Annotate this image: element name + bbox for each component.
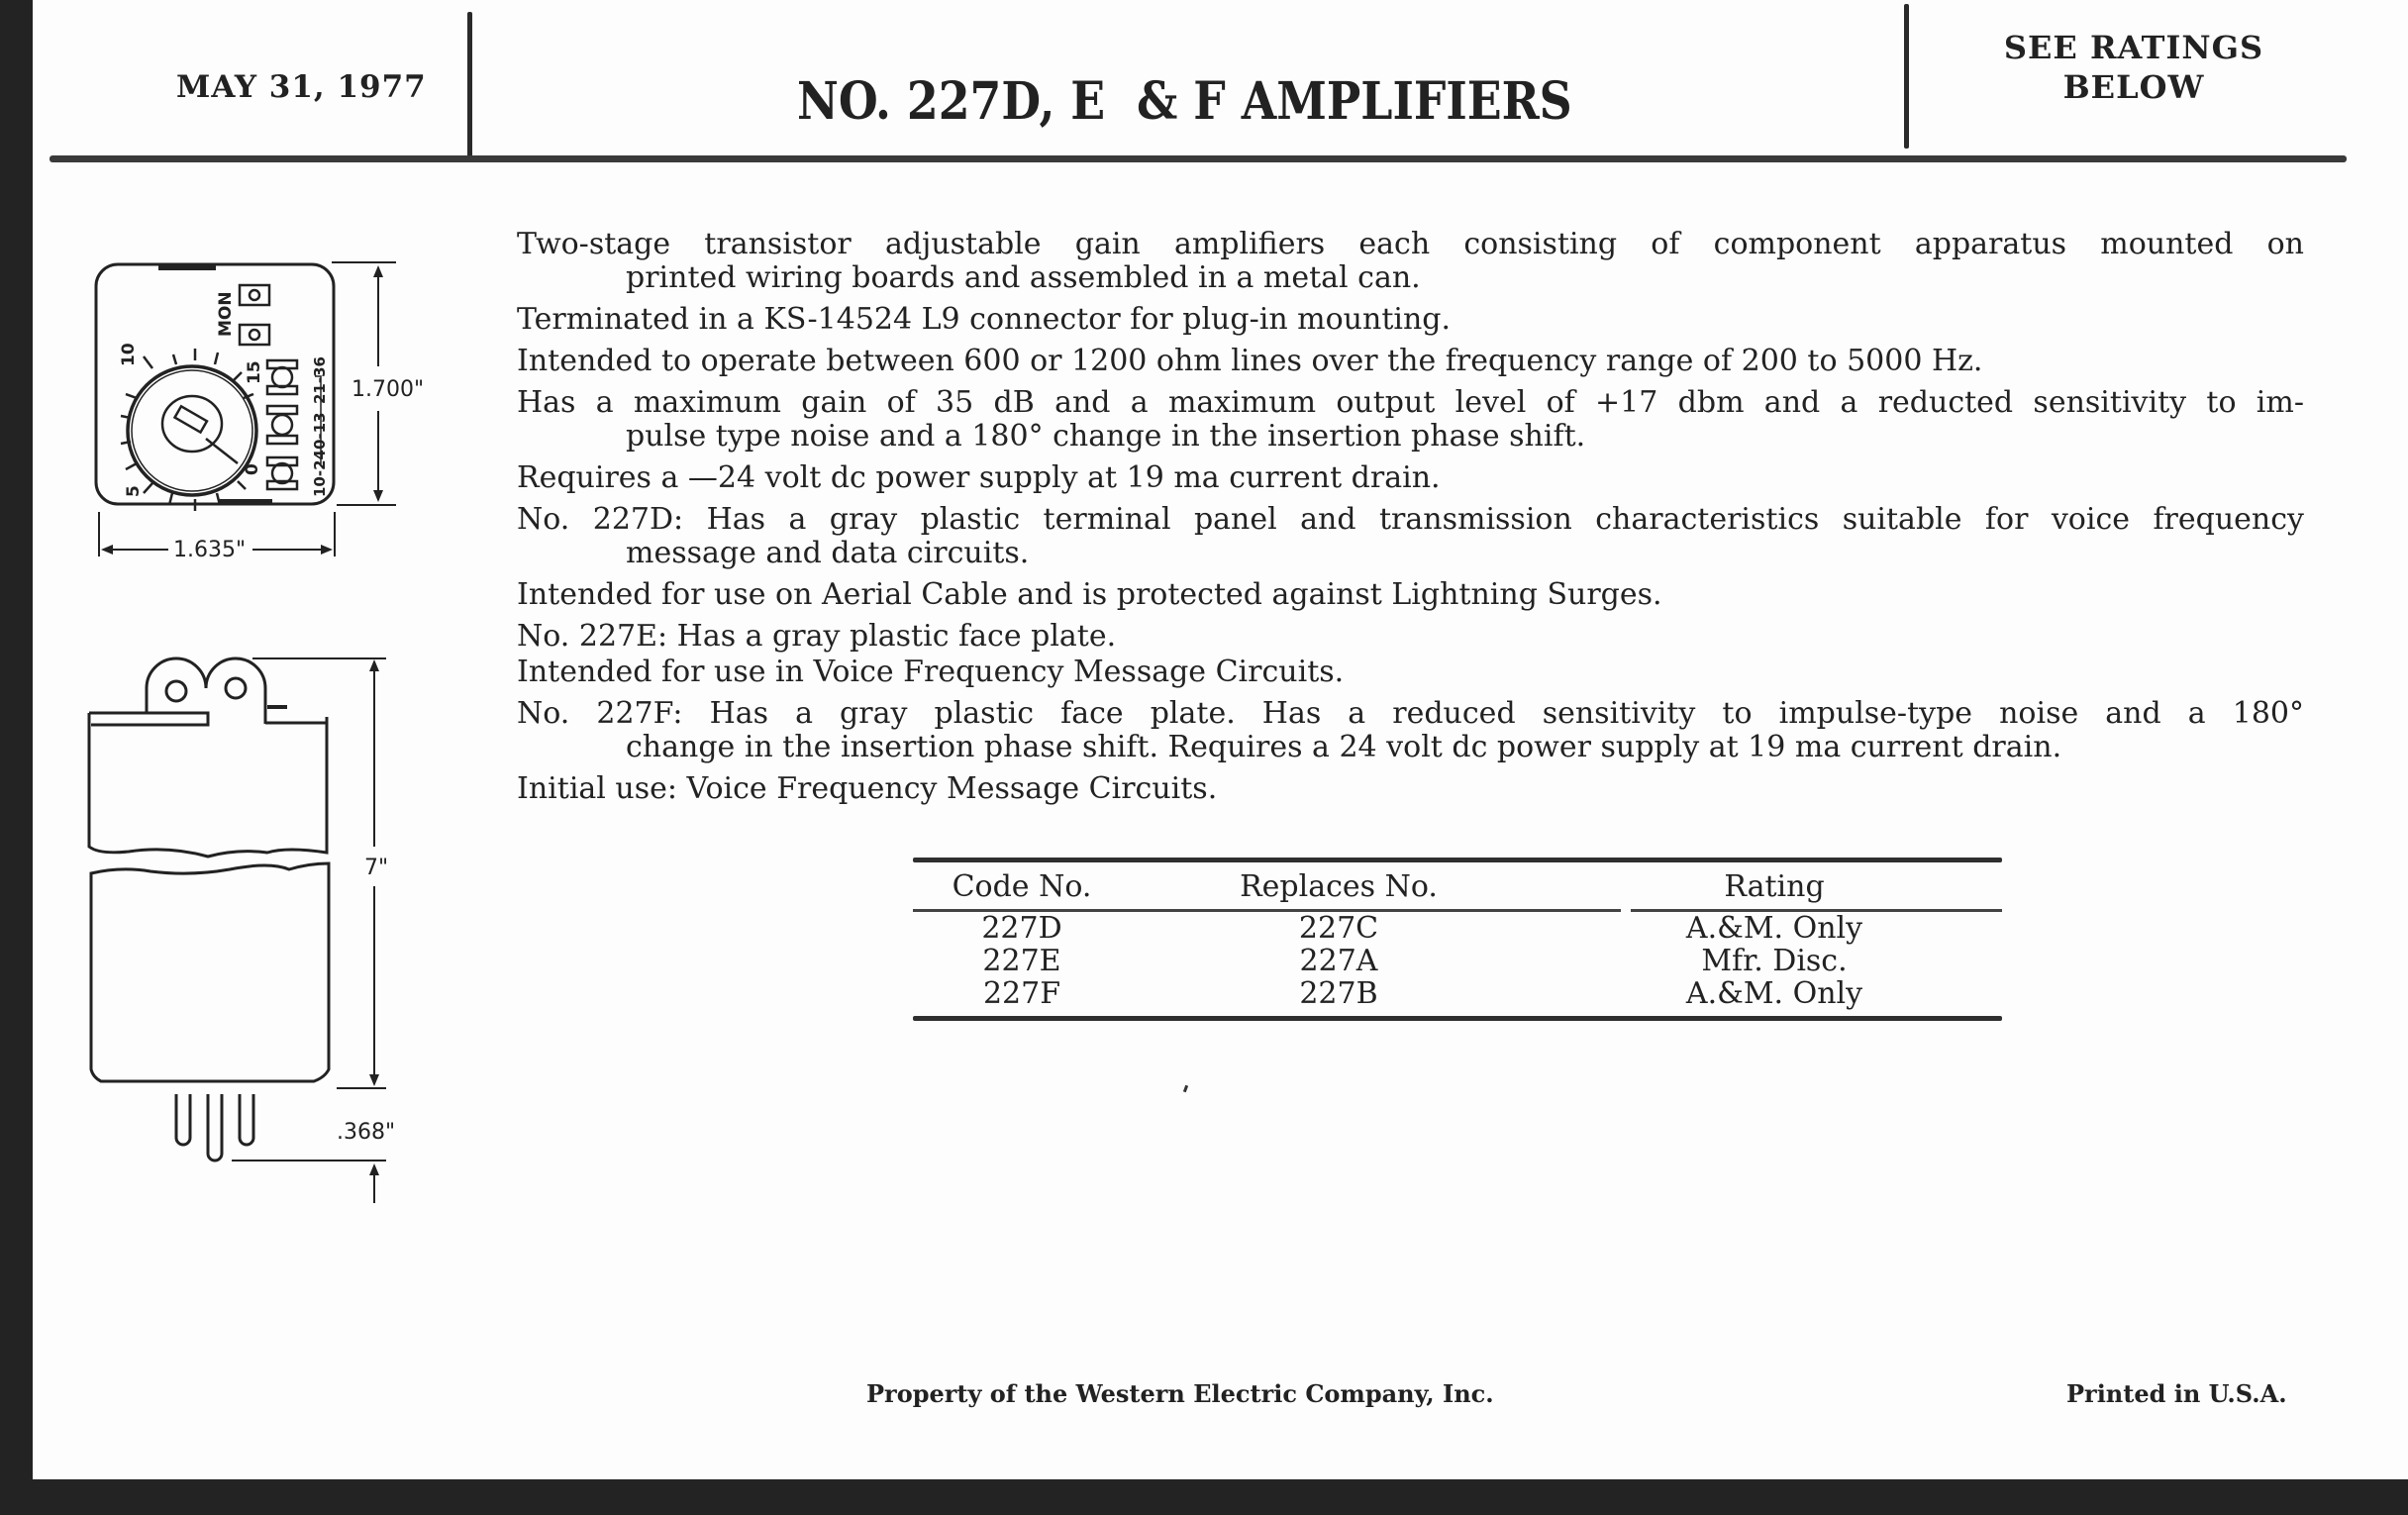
column-header-code: Code No. [952, 869, 1092, 904]
table-top-rule [913, 858, 2002, 862]
svg-text:10: 10 [119, 343, 139, 366]
paragraph: Requires a —24 volt dc power supply at 19 ma current drain. [517, 460, 1441, 495]
paragraph: Terminated in a KS-14524 L9 connector for plug-in mounting. [517, 302, 1452, 337]
paragraph: Two-stage transistor adjustable gain amplifiers each consisting of component apparatus mounted on printed wiring boards and assembled in a metal can. [517, 227, 2304, 295]
paragraph: Intended for use in Voice Frequency Message Circuits. [517, 655, 1345, 689]
page-title: NO. 227D, E & F AMPLIFIERS [797, 71, 1572, 132]
description [517, 228, 2304, 814]
header-divider-right [1904, 4, 1909, 149]
paragraph: Initial use: Voice Frequency Message Circuits. [517, 771, 1218, 806]
header-rule [50, 155, 2347, 162]
can-upper [89, 713, 327, 857]
svg-text:10-24: 10-24 [311, 450, 329, 497]
table-header-row [913, 870, 2002, 903]
svg-text:21-36: 21-36 [311, 356, 329, 404]
svg-text:5: 5 [124, 485, 144, 497]
paragraph: No. 227E: Has a gray plastic face plate. [517, 619, 1117, 654]
mon-label: MON [216, 291, 236, 337]
side-view-drawing [59, 644, 436, 1317]
issue-date: MAY 31, 1977 [176, 69, 427, 105]
front-view-drawing [59, 238, 455, 574]
mon-jack-icon [240, 325, 269, 345]
mon-jack-icon [240, 285, 269, 305]
svg-text:0: 0 [243, 463, 262, 475]
svg-text:0-13: 0-13 [311, 412, 329, 450]
table-row: 227E 227A Mfr. Disc. [982, 944, 1848, 978]
table-row: 227D 227C A.&M. Only [981, 911, 1863, 946]
faceplate-outline [96, 264, 334, 504]
can-lower [91, 863, 329, 1081]
table-row: 227F 227B A.&M. Only [982, 976, 1863, 1011]
paragraph: No. 227D: Has a gray plastic terminal panel and transmission characteristics suitable for voice frequency message and data circuits. [517, 502, 2304, 570]
svg-text:15: 15 [245, 360, 264, 384]
ratings-note-line1: SEE RATINGS [2003, 29, 2264, 66]
length-dimension: 7" [364, 856, 389, 880]
column-header-rating: Rating [1724, 869, 1825, 904]
height-dimension: 1.700" [351, 377, 425, 402]
paragraph: Has a maximum gain of 35 dB and a maximum output level of +17 dbm and a reducted sensitivity to im- pulse type noise and a 180° change in the insertion phase shift. [517, 385, 2304, 454]
ratings-note-line2: BELOW [2062, 68, 2205, 106]
ratings-table [913, 858, 2002, 1021]
width-dimension: 1.635" [173, 538, 247, 562]
paragraph: Intended for use on Aerial Cable and is protected against Lightning Surges. [517, 577, 1662, 612]
paragraph: No. 227F: Has a gray plastic face plate. Has a reduced sensitivity to impulse-type noise and a 180° change in the insertion phase shift. Requires a 24 volt dc power supply at 19 ma current drain. [517, 696, 2304, 764]
footer-property: Property of the Western Electric Company, Inc. [866, 1379, 1494, 1408]
gain-dial [128, 366, 256, 495]
ratings-note [1941, 28, 2327, 107]
paragraph: Intended to operate between 600 or 1200 ohm lines over the frequency range of 200 to 5000 Hz. [517, 344, 1983, 378]
footer-printed: Printed in U.S.A. [2066, 1379, 2287, 1408]
column-header-replaces: Replaces No. [1240, 869, 1438, 904]
header-divider-left [467, 12, 472, 158]
table-bottom-rule [913, 1016, 2002, 1021]
pin-dimension: .368" [337, 1120, 396, 1145]
